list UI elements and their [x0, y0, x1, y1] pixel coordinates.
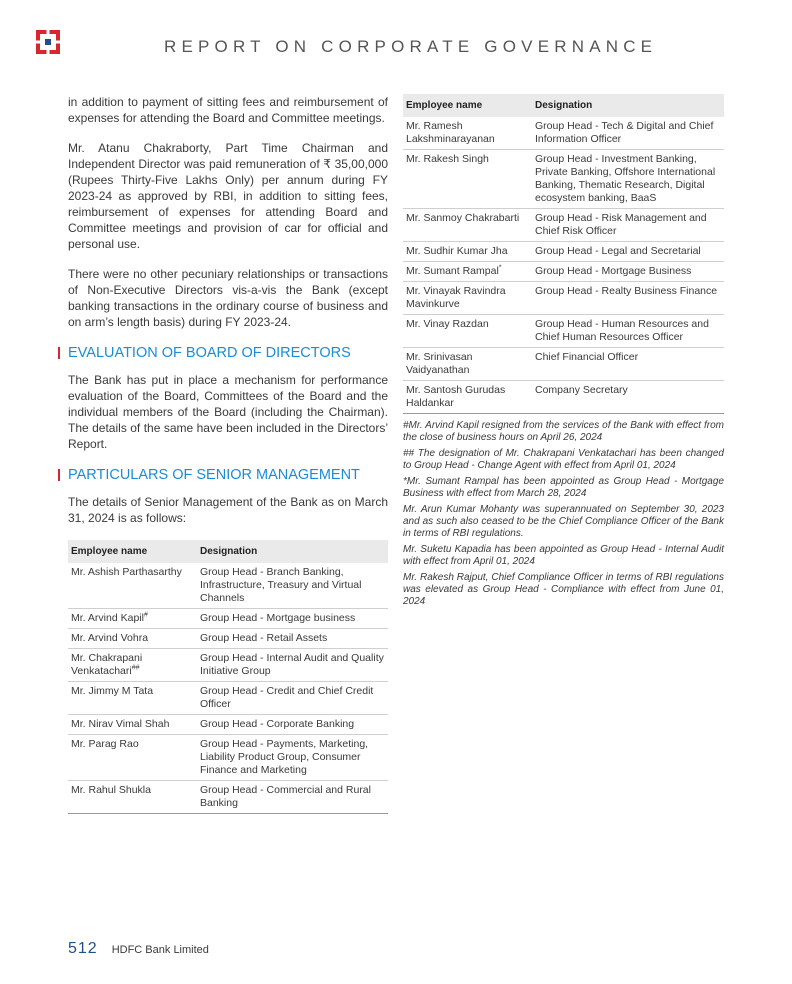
column-header-designation: Designation: [197, 540, 388, 563]
column-header-employee-name: Employee name: [403, 94, 532, 117]
employee-name-cell: Mr. Santosh Gurudas Haldankar: [403, 381, 532, 414]
designation-cell: Group Head - Payments, Marketing, Liability Product Group, Consumer Finance and Marketing: [197, 735, 388, 781]
employee-name-text: Mr. Sumant Rampal: [406, 265, 499, 277]
footnote-arvind-kapil: #Mr. Arvind Kapil resigned from the services of the Bank with effect from the close of business hours on April 26, 2024: [403, 420, 724, 443]
paragraph-pecuniary-relationships: There were no other pecuniary relationships or transactions of Non-Executive Directors vis-a-vis the Bank (except banking transactions in the ordinary course of business and on arm’s length basis) during FY 2023-24.: [68, 267, 388, 329]
page-header-title: REPORT ON CORPORATE GOVERNANCE: [164, 37, 658, 56]
table-row: [403, 282, 724, 315]
designation-cell: Group Head - Legal and Secretarial: [532, 242, 724, 262]
heading-evaluation-board-text: EVALUATION OF BOARD OF DIRECTORS: [68, 345, 351, 361]
paragraph-sitting-fees: in addition to payment of sitting fees and reimbursement of expenses for attending the Board and Committee meetings.: [68, 95, 388, 125]
footnotes: [403, 420, 724, 608]
footnote-marker: *: [498, 264, 502, 272]
designation-cell: Chief Financial Officer: [532, 348, 724, 381]
designation-cell: Group Head - Credit and Chief Credit Officer: [197, 682, 388, 715]
table-row: [68, 563, 388, 609]
employee-name-cell: Mr. Srinivasan Vaidyanathan: [403, 348, 532, 381]
footnote-suketu-kapadia: Mr. Suketu Kapadia has been appointed as Group Head - Internal Audit with effect from April 01, 2024: [403, 544, 724, 567]
employee-name-cell: Mr. Rakesh Singh: [403, 150, 532, 209]
designation-cell: Group Head - Realty Business Finance: [532, 282, 724, 315]
employee-name-cell: Mr. Parag Rao: [68, 735, 197, 781]
employee-name-cell: Mr. Vinayak Ravindra Mavinkurve: [403, 282, 532, 315]
page-number: 512: [68, 940, 98, 957]
table-header-row: [68, 540, 388, 563]
designation-cell: Group Head - Mortgage Business: [532, 262, 724, 282]
footnote-marker: #: [143, 611, 148, 619]
employee-name-text: Mr. Chakrapani Venkatachari: [71, 652, 143, 677]
table-row: [403, 209, 724, 242]
table-header-row: [403, 94, 724, 117]
heading-evaluation-board: [68, 344, 388, 362]
designation-cell: Group Head - Internal Audit and Quality Initiative Group: [197, 649, 388, 682]
employee-name-cell: Mr. Sanmoy Chakrabarti: [403, 209, 532, 242]
designation-cell: Group Head - Corporate Banking: [197, 715, 388, 735]
designation-cell: Company Secretary: [532, 381, 724, 414]
senior-management-table-left: [68, 540, 388, 814]
table-row: [403, 117, 724, 150]
employee-name-cell: Mr. Sudhir Kumar Jha: [403, 242, 532, 262]
table-row: [403, 315, 724, 348]
heading-accent-bar: [58, 469, 60, 481]
footnote-marker: ##: [131, 664, 140, 672]
footer-company-name: HDFC Bank Limited: [111, 944, 209, 956]
employee-name-cell: Mr. Nirav Vimal Shah: [68, 715, 197, 735]
employee-name-cell: [68, 609, 197, 629]
page-footer: [68, 940, 209, 958]
senior-management-table-right: [403, 94, 724, 414]
employee-name-text: Mr. Arvind Kapil: [71, 612, 144, 624]
table-row: [68, 649, 388, 682]
employee-name-cell: Mr. Ramesh Lakshminarayanan: [403, 117, 532, 150]
footnote-chakrapani-venkatachari: ## The designation of Mr. Chakrapani Venkatachari has been changed to Group Head - Change Agent with effect from April 01, 2024: [403, 448, 724, 471]
heading-accent-bar: [58, 347, 60, 359]
designation-cell: Group Head - Commercial and Rural Banking: [197, 781, 388, 814]
right-column: [403, 94, 724, 612]
footnote-rakesh-rajput: Mr. Rakesh Rajput, Chief Compliance Officer in terms of RBI regulations was elevated as Group Head - Compliance with effect from June 01, 2024: [403, 572, 724, 607]
designation-cell: Group Head - Human Resources and Chief Human Resources Officer: [532, 315, 724, 348]
employee-name-cell: Mr. Rahul Shukla: [68, 781, 197, 814]
paragraph-evaluation-mechanism: The Bank has put in place a mechanism for performance evaluation of the Board, Committees of the Board and the individual members of the Board (including the Chairman). The details of the same have been included in the Directors’ Report.: [68, 373, 388, 451]
table-row: [403, 381, 724, 414]
employee-name-cell: [68, 649, 197, 682]
employee-name-cell: Mr. Arvind Vohra: [68, 629, 197, 649]
employee-name-cell: Mr. Jimmy M Tata: [68, 682, 197, 715]
table-row: [68, 609, 388, 629]
table-row: [403, 242, 724, 262]
table-row: [68, 682, 388, 715]
table-row: [403, 150, 724, 209]
left-column: [68, 94, 388, 814]
employee-name-cell: [403, 262, 532, 282]
table-row: [403, 348, 724, 381]
table-row: [403, 262, 724, 282]
table-row: [68, 715, 388, 735]
table-row: [68, 781, 388, 814]
paragraph-senior-management-intro: The details of Senior Management of the Bank as on March 31, 2024 is as follows:: [68, 495, 388, 525]
designation-cell: Group Head - Branch Banking, Infrastructure, Treasury and Virtual Channels: [197, 563, 388, 609]
employee-name-cell: Mr. Vinay Razdan: [403, 315, 532, 348]
employee-name-cell: Mr. Ashish Parthasarthy: [68, 563, 197, 609]
designation-cell: Group Head - Investment Banking, Private Banking, Offshore International Banking, Thematic Research, Digital ecosystem banking, BaaS: [532, 150, 724, 209]
column-header-employee-name: Employee name: [68, 540, 197, 563]
heading-senior-management: [68, 466, 388, 484]
paragraph-chairman-remuneration: Mr. Atanu Chakraborty, Part Time Chairman and Independent Director was paid remuneration of ₹ 35,00,000 (Rupees Thirty-Five Lakhs Only) per annum during FY 2023-24 as approved by RBI, in addition to sitting fees, reimbursement of expenses for attending Board and Committee meetings and provision of car for official and personal use.: [68, 141, 388, 251]
table-row: [68, 629, 388, 649]
footnote-sumant-rampal: *Mr. Sumant Rampal has been appointed as Group Head - Mortgage Business with effect from March 28, 2024: [403, 476, 724, 499]
designation-cell: Group Head - Tech & Digital and Chief Information Officer: [532, 117, 724, 150]
designation-cell: Group Head - Mortgage business: [197, 609, 388, 629]
table-row: [68, 735, 388, 781]
designation-cell: Group Head - Risk Management and Chief Risk Officer: [532, 209, 724, 242]
designation-cell: Group Head - Retail Assets: [197, 629, 388, 649]
column-header-designation: Designation: [532, 94, 724, 117]
heading-senior-management-text: PARTICULARS OF SENIOR MANAGEMENT: [68, 467, 360, 483]
footnote-arun-kumar-mohanty: Mr. Arun Kumar Mohanty was superannuated on September 30, 2023 and as such also ceased to be the Chief Compliance Officer of the Bank in terms of RBI regulations.: [403, 504, 724, 539]
